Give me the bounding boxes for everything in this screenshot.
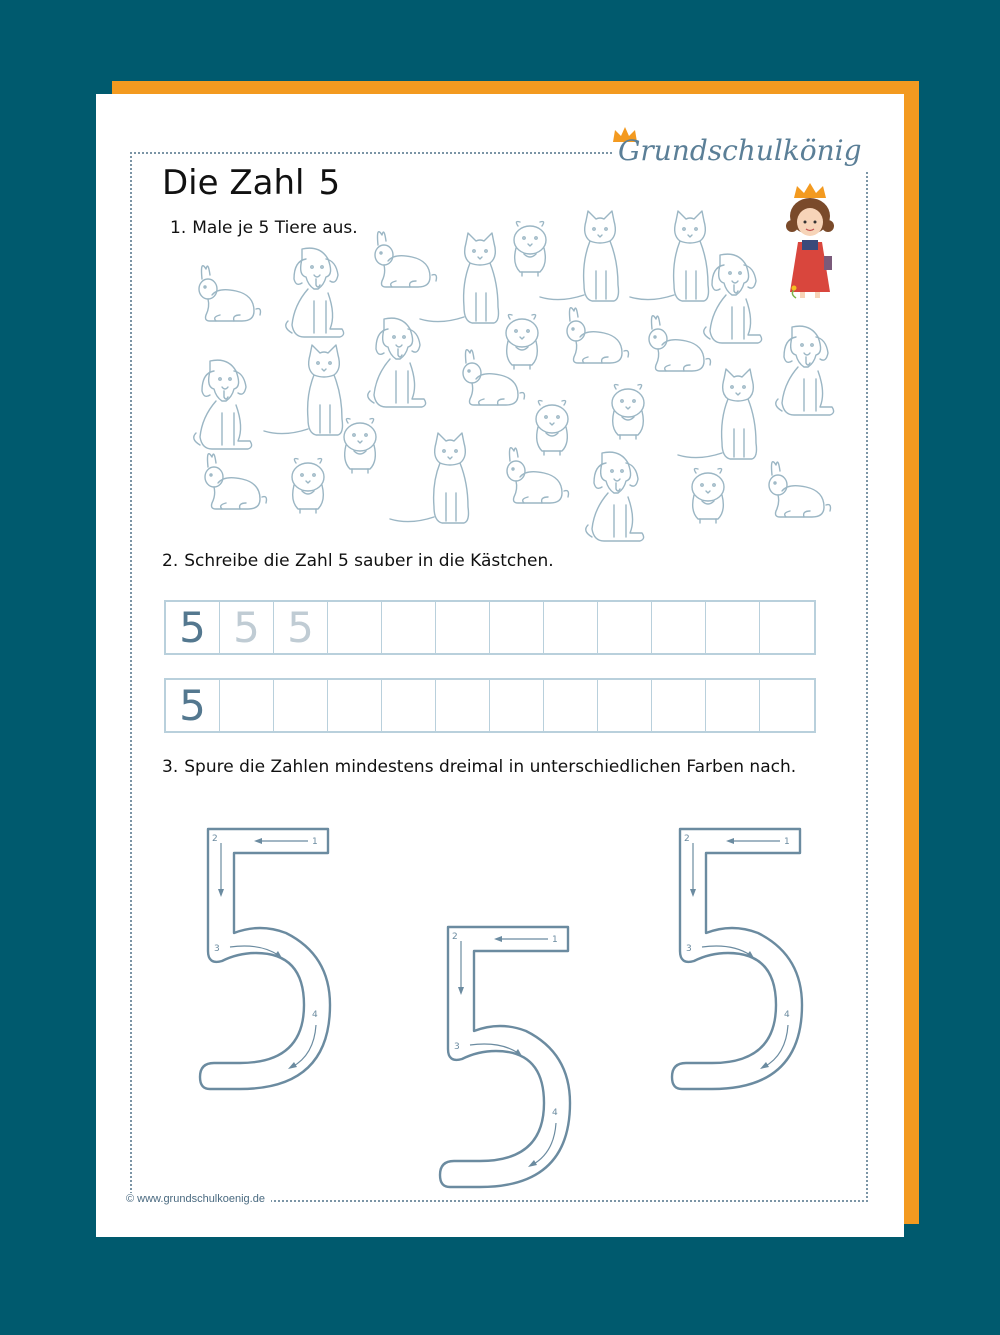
writing-cell[interactable]: 5: [274, 602, 328, 653]
copyright: © www.grundschulkoenig.de: [124, 1193, 271, 1205]
tracing-five-3: [672, 829, 802, 1089]
writing-cell[interactable]: 5: [166, 680, 220, 731]
brand-name: Grundschulkönig: [618, 134, 862, 167]
writing-cell[interactable]: 5: [220, 602, 274, 653]
title-text: Die Zahl: [162, 163, 305, 203]
tracing-five-2: [440, 927, 570, 1187]
task-1: 1. Male je 5 Tiere aus.: [170, 218, 358, 238]
tracing-area: 1 2 3 4: [0, 0, 1000, 1335]
title-number: 5: [318, 163, 341, 203]
tracing-five-1: [200, 829, 330, 1089]
writing-cell[interactable]: 5: [166, 602, 220, 653]
task-2: 2. Schreibe die Zahl 5 sauber in die Kästchen.: [162, 551, 554, 571]
task-3: 3. Spure die Zahlen mindestens dreimal in unterschiedlichen Farben nach.: [162, 757, 797, 777]
